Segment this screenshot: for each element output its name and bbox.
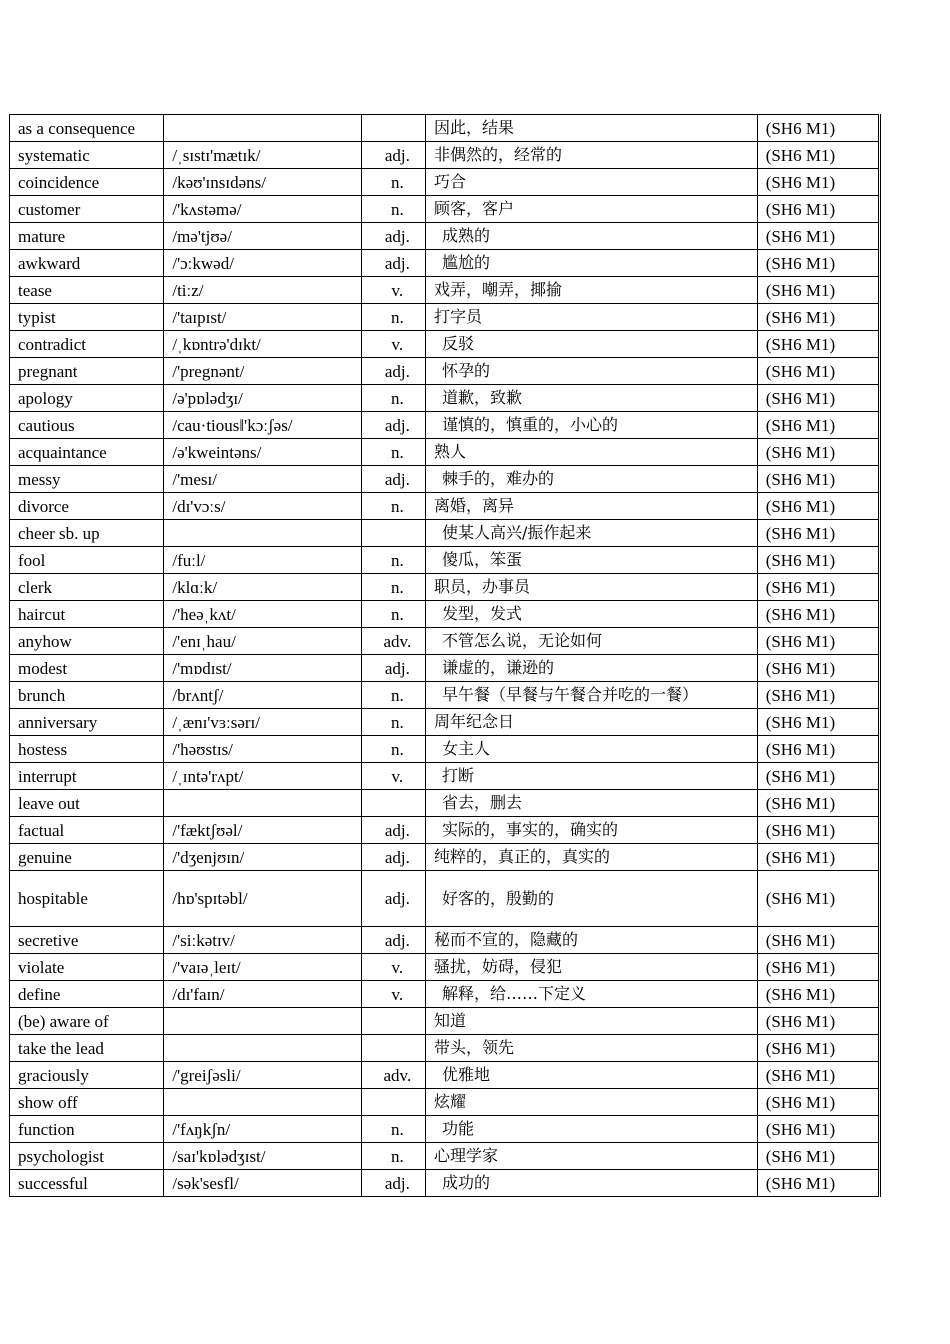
table-row <box>10 115 880 142</box>
vocab-word: (be) aware of <box>10 1008 164 1035</box>
vocab-phonetic <box>164 115 361 142</box>
vocab-phonetic: /saɪ'kɒlədʒɪst/ <box>164 1143 361 1170</box>
vocab-meaning: 道歉，致歉 <box>425 385 757 412</box>
vocab-part-of-speech: adj. <box>361 466 425 493</box>
vocab-word: systematic <box>10 142 164 169</box>
table-row <box>10 763 880 790</box>
vocab-word: cautious <box>10 412 164 439</box>
vocab-source: (SH6 M1) <box>757 331 879 358</box>
vocab-source: (SH6 M1) <box>757 412 879 439</box>
vocab-phonetic: /'greiʃəsli/ <box>164 1062 361 1089</box>
table-row <box>10 1035 880 1062</box>
vocab-part-of-speech: n. <box>361 1143 425 1170</box>
vocab-source: (SH6 M1) <box>757 601 879 628</box>
vocab-word: as a consequence <box>10 115 164 142</box>
table-row <box>10 601 880 628</box>
vocab-meaning: 周年纪念日 <box>425 709 757 736</box>
vocab-meaning: 优雅地 <box>425 1062 757 1089</box>
vocab-meaning: 怀孕的 <box>425 358 757 385</box>
table-row <box>10 1143 880 1170</box>
vocab-source: (SH6 M1) <box>757 954 879 981</box>
vocab-source: (SH6 M1) <box>757 250 879 277</box>
vocab-meaning: 省去，删去 <box>425 790 757 817</box>
vocab-part-of-speech: adj. <box>361 817 425 844</box>
vocab-source: (SH6 M1) <box>757 196 879 223</box>
vocab-meaning: 发型，发式 <box>425 601 757 628</box>
vocab-word: genuine <box>10 844 164 871</box>
vocab-meaning: 功能 <box>425 1116 757 1143</box>
vocab-word: violate <box>10 954 164 981</box>
vocab-word: clerk <box>10 574 164 601</box>
vocab-source: (SH6 M1) <box>757 1089 879 1116</box>
vocab-phonetic: /'pregnənt/ <box>164 358 361 385</box>
vocab-phonetic: /'vaɪəˌleɪt/ <box>164 954 361 981</box>
vocab-meaning: 骚扰，妨碍，侵犯 <box>425 954 757 981</box>
table-row <box>10 844 880 871</box>
table-row <box>10 1089 880 1116</box>
vocab-phonetic: /ˌkɒntrə'dɪkt/ <box>164 331 361 358</box>
vocab-meaning: 成功的 <box>425 1170 757 1197</box>
vocab-word: modest <box>10 655 164 682</box>
vocab-source: (SH6 M1) <box>757 115 879 142</box>
vocab-phonetic: /dɪ'faɪn/ <box>164 981 361 1008</box>
vocab-word: take the lead <box>10 1035 164 1062</box>
vocab-meaning: 职员，办事员 <box>425 574 757 601</box>
vocab-phonetic: /brʌntʃ/ <box>164 682 361 709</box>
table-row <box>10 439 880 466</box>
vocab-word: mature <box>10 223 164 250</box>
vocab-part-of-speech: adj. <box>361 412 425 439</box>
vocab-phonetic <box>164 1035 361 1062</box>
vocab-meaning: 离婚，离异 <box>425 493 757 520</box>
vocab-part-of-speech: adj. <box>361 655 425 682</box>
vocab-phonetic: /ˌænɪ'vɜːsərɪ/ <box>164 709 361 736</box>
vocab-phonetic: /ə'pɒlədʒɪ/ <box>164 385 361 412</box>
vocab-part-of-speech: n. <box>361 493 425 520</box>
vocab-part-of-speech <box>361 115 425 142</box>
vocab-phonetic <box>164 790 361 817</box>
vocab-phonetic: /dɪ'vɔːs/ <box>164 493 361 520</box>
table-row <box>10 223 880 250</box>
table-row <box>10 574 880 601</box>
vocab-meaning: 反驳 <box>425 331 757 358</box>
vocab-source: (SH6 M1) <box>757 142 879 169</box>
table-row <box>10 1116 880 1143</box>
vocab-part-of-speech: adv. <box>361 628 425 655</box>
vocab-source: (SH6 M1) <box>757 927 879 954</box>
vocab-source: (SH6 M1) <box>757 385 879 412</box>
vocab-source: (SH6 M1) <box>757 574 879 601</box>
vocab-word: tease <box>10 277 164 304</box>
vocab-source: (SH6 M1) <box>757 1062 879 1089</box>
table-row <box>10 250 880 277</box>
vocab-meaning: 早午餐（早餐与午餐合并吃的一餐） <box>425 682 757 709</box>
vocab-meaning: 心理学家 <box>425 1143 757 1170</box>
vocab-word: graciously <box>10 1062 164 1089</box>
vocab-meaning: 解释，给……下定义 <box>425 981 757 1008</box>
vocab-phonetic <box>164 1089 361 1116</box>
vocab-meaning: 女主人 <box>425 736 757 763</box>
vocab-source: (SH6 M1) <box>757 817 879 844</box>
vocab-part-of-speech <box>361 1008 425 1035</box>
vocab-meaning: 好客的，殷勤的 <box>425 871 757 927</box>
vocab-meaning: 戏弄，嘲弄，揶揄 <box>425 277 757 304</box>
vocab-source: (SH6 M1) <box>757 223 879 250</box>
vocab-phonetic: /ˌɪntə'rʌpt/ <box>164 763 361 790</box>
table-row <box>10 1062 880 1089</box>
table-row <box>10 385 880 412</box>
vocab-word: cheer sb. up <box>10 520 164 547</box>
vocab-phonetic: /sək'sesfl/ <box>164 1170 361 1197</box>
table-row <box>10 655 880 682</box>
vocab-phonetic: /'kʌstəmə/ <box>164 196 361 223</box>
vocab-part-of-speech <box>361 1089 425 1116</box>
table-row <box>10 954 880 981</box>
document-page <box>9 114 881 1197</box>
table-row <box>10 547 880 574</box>
vocab-source: (SH6 M1) <box>757 736 879 763</box>
vocab-word: brunch <box>10 682 164 709</box>
vocab-source: (SH6 M1) <box>757 1116 879 1143</box>
vocab-part-of-speech: n. <box>361 709 425 736</box>
vocab-meaning: 知道 <box>425 1008 757 1035</box>
table-row <box>10 682 880 709</box>
vocab-part-of-speech: n. <box>361 385 425 412</box>
vocab-meaning: 打断 <box>425 763 757 790</box>
vocab-word: secretive <box>10 927 164 954</box>
vocab-phonetic: /cau·tious‖'kɔːʃəs/ <box>164 412 361 439</box>
vocab-word: interrupt <box>10 763 164 790</box>
vocab-meaning: 纯粹的，真正的，真实的 <box>425 844 757 871</box>
vocab-part-of-speech: v. <box>361 277 425 304</box>
vocab-meaning: 炫耀 <box>425 1089 757 1116</box>
vocab-word: leave out <box>10 790 164 817</box>
vocab-source: (SH6 M1) <box>757 358 879 385</box>
vocab-part-of-speech <box>361 1035 425 1062</box>
vocab-phonetic: /'mɒdɪst/ <box>164 655 361 682</box>
vocab-source: (SH6 M1) <box>757 871 879 927</box>
vocab-word: function <box>10 1116 164 1143</box>
vocab-word: pregnant <box>10 358 164 385</box>
vocab-phonetic: /'fʌŋkʃn/ <box>164 1116 361 1143</box>
vocab-meaning: 尴尬的 <box>425 250 757 277</box>
vocab-meaning: 傻瓜，笨蛋 <box>425 547 757 574</box>
table-row <box>10 1008 880 1035</box>
vocab-meaning: 不管怎么说，无论如何 <box>425 628 757 655</box>
vocab-source: (SH6 M1) <box>757 547 879 574</box>
vocab-part-of-speech: adv. <box>361 1062 425 1089</box>
vocab-source: (SH6 M1) <box>757 981 879 1008</box>
vocab-meaning: 谨慎的，慎重的，小心的 <box>425 412 757 439</box>
vocab-meaning: 带头，领先 <box>425 1035 757 1062</box>
vocab-meaning: 使某人高兴/振作起来 <box>425 520 757 547</box>
vocab-source: (SH6 M1) <box>757 304 879 331</box>
vocab-part-of-speech: v. <box>361 763 425 790</box>
table-row <box>10 304 880 331</box>
vocab-phonetic: /'enɪˌhau/ <box>164 628 361 655</box>
table-row <box>10 736 880 763</box>
vocab-word: show off <box>10 1089 164 1116</box>
vocabulary-table-body <box>10 115 880 1197</box>
vocab-word: contradict <box>10 331 164 358</box>
vocab-phonetic: /hɒ'spɪtəbl/ <box>164 871 361 927</box>
vocab-word: hospitable <box>10 871 164 927</box>
vocab-phonetic: /'taɪpɪst/ <box>164 304 361 331</box>
vocab-phonetic: /klɑːk/ <box>164 574 361 601</box>
vocab-word: messy <box>10 466 164 493</box>
vocab-word: fool <box>10 547 164 574</box>
vocab-part-of-speech: adj. <box>361 223 425 250</box>
vocab-meaning: 熟人 <box>425 439 757 466</box>
vocab-meaning: 实际的，事实的，确实的 <box>425 817 757 844</box>
table-row <box>10 493 880 520</box>
vocab-word: anniversary <box>10 709 164 736</box>
vocab-source: (SH6 M1) <box>757 844 879 871</box>
vocab-source: (SH6 M1) <box>757 628 879 655</box>
table-row <box>10 142 880 169</box>
vocab-part-of-speech: adj. <box>361 142 425 169</box>
vocab-part-of-speech: n. <box>361 547 425 574</box>
vocab-source: (SH6 M1) <box>757 790 879 817</box>
table-row <box>10 520 880 547</box>
vocab-part-of-speech: n. <box>361 574 425 601</box>
vocab-meaning: 巧合 <box>425 169 757 196</box>
vocab-part-of-speech: adj. <box>361 250 425 277</box>
vocab-source: (SH6 M1) <box>757 682 879 709</box>
vocab-meaning: 非偶然的，经常的 <box>425 142 757 169</box>
vocab-phonetic <box>164 1008 361 1035</box>
table-row <box>10 1170 880 1197</box>
table-row <box>10 196 880 223</box>
vocab-source: (SH6 M1) <box>757 520 879 547</box>
table-row <box>10 628 880 655</box>
vocab-part-of-speech: adj. <box>361 1170 425 1197</box>
vocab-part-of-speech: n. <box>361 1116 425 1143</box>
vocab-meaning: 秘而不宣的，隐藏的 <box>425 927 757 954</box>
vocab-word: apology <box>10 385 164 412</box>
vocab-phonetic: /mə'tjʊə/ <box>164 223 361 250</box>
vocab-source: (SH6 M1) <box>757 277 879 304</box>
vocab-part-of-speech <box>361 520 425 547</box>
vocab-phonetic: /'dʒenjʊɪn/ <box>164 844 361 871</box>
vocab-phonetic: /kəʊ'ɪnsɪdəns/ <box>164 169 361 196</box>
vocab-source: (SH6 M1) <box>757 466 879 493</box>
vocab-meaning: 顾客，客户 <box>425 196 757 223</box>
vocab-source: (SH6 M1) <box>757 709 879 736</box>
vocab-phonetic <box>164 520 361 547</box>
table-row <box>10 871 880 927</box>
vocab-part-of-speech: v. <box>361 331 425 358</box>
vocab-word: divorce <box>10 493 164 520</box>
vocab-word: psychologist <box>10 1143 164 1170</box>
vocab-word: haircut <box>10 601 164 628</box>
vocab-part-of-speech: adj. <box>361 844 425 871</box>
vocab-word: define <box>10 981 164 1008</box>
vocab-part-of-speech: n. <box>361 304 425 331</box>
vocab-word: successful <box>10 1170 164 1197</box>
vocab-source: (SH6 M1) <box>757 439 879 466</box>
vocab-meaning: 因此，结果 <box>425 115 757 142</box>
vocab-source: (SH6 M1) <box>757 763 879 790</box>
vocab-source: (SH6 M1) <box>757 655 879 682</box>
table-row <box>10 981 880 1008</box>
vocabulary-table <box>9 114 881 1197</box>
vocab-part-of-speech: adj. <box>361 871 425 927</box>
vocab-source: (SH6 M1) <box>757 1170 879 1197</box>
table-row <box>10 412 880 439</box>
vocab-part-of-speech: n. <box>361 196 425 223</box>
vocab-meaning: 谦虚的，谦逊的 <box>425 655 757 682</box>
vocab-part-of-speech: n. <box>361 736 425 763</box>
vocab-part-of-speech: v. <box>361 954 425 981</box>
vocab-part-of-speech: n. <box>361 439 425 466</box>
vocab-word: awkward <box>10 250 164 277</box>
table-row <box>10 790 880 817</box>
vocab-phonetic: /tiːz/ <box>164 277 361 304</box>
vocab-source: (SH6 M1) <box>757 169 879 196</box>
vocab-word: coincidence <box>10 169 164 196</box>
vocab-phonetic: /'fæktʃʊəl/ <box>164 817 361 844</box>
vocab-meaning: 打字员 <box>425 304 757 331</box>
vocab-part-of-speech: n. <box>361 169 425 196</box>
vocab-part-of-speech: adj. <box>361 927 425 954</box>
vocab-phonetic: /ˌsɪstɪ'mætɪk/ <box>164 142 361 169</box>
vocab-phonetic: /'siːkətɪv/ <box>164 927 361 954</box>
vocab-word: factual <box>10 817 164 844</box>
vocab-part-of-speech: v. <box>361 981 425 1008</box>
vocab-word: typist <box>10 304 164 331</box>
table-row <box>10 817 880 844</box>
vocab-source: (SH6 M1) <box>757 1143 879 1170</box>
vocab-source: (SH6 M1) <box>757 1035 879 1062</box>
vocab-phonetic: /'mesɪ/ <box>164 466 361 493</box>
vocab-meaning: 成熟的 <box>425 223 757 250</box>
vocab-source: (SH6 M1) <box>757 493 879 520</box>
vocab-phonetic: /'ɔːkwəd/ <box>164 250 361 277</box>
vocab-phonetic: /'heəˌkʌt/ <box>164 601 361 628</box>
vocab-meaning: 棘手的，难办的 <box>425 466 757 493</box>
table-row <box>10 277 880 304</box>
vocab-part-of-speech: n. <box>361 601 425 628</box>
table-row <box>10 331 880 358</box>
table-row <box>10 466 880 493</box>
vocab-word: hostess <box>10 736 164 763</box>
vocab-word: customer <box>10 196 164 223</box>
table-row <box>10 358 880 385</box>
table-row <box>10 927 880 954</box>
vocab-part-of-speech <box>361 790 425 817</box>
vocab-part-of-speech: n. <box>361 682 425 709</box>
vocab-word: acquaintance <box>10 439 164 466</box>
vocab-phonetic: /ə'kweintəns/ <box>164 439 361 466</box>
table-row <box>10 709 880 736</box>
vocab-word: anyhow <box>10 628 164 655</box>
table-row <box>10 169 880 196</box>
vocab-source: (SH6 M1) <box>757 1008 879 1035</box>
vocab-part-of-speech: adj. <box>361 358 425 385</box>
vocab-phonetic: /fuːl/ <box>164 547 361 574</box>
vocab-phonetic: /'həʊstɪs/ <box>164 736 361 763</box>
